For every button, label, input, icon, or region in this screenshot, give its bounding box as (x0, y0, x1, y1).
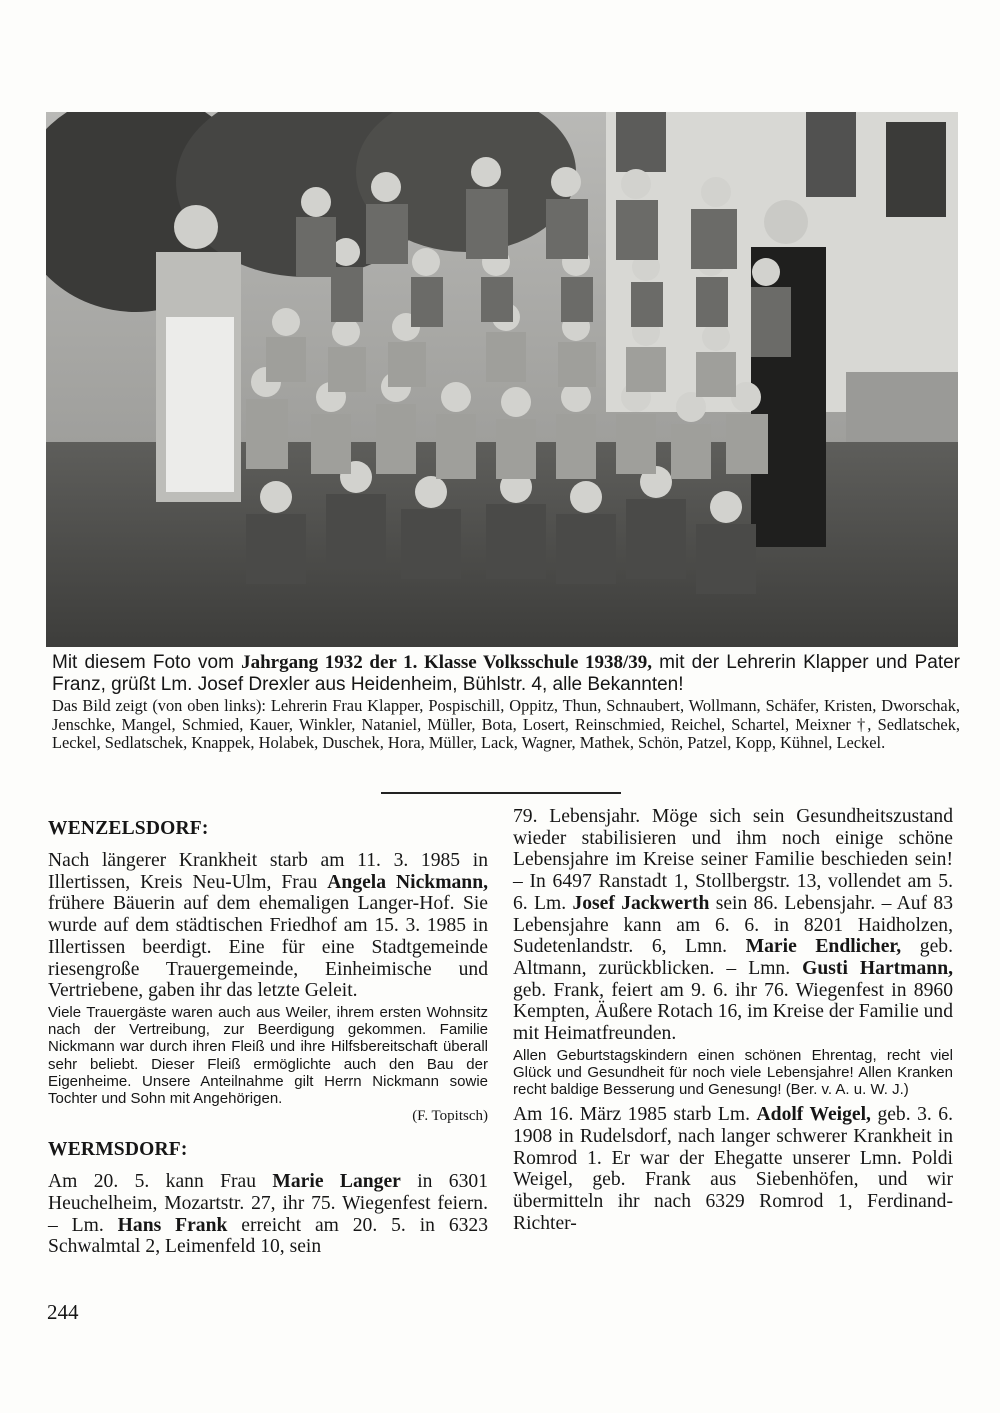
section-divider (381, 792, 621, 794)
wermsdorf-name-bold-2: Hans Frank (117, 1214, 228, 1236)
greetings-paragraph: Allen Geburtstagskindern einen schönen Ehrentag, recht viel Glück und Gesundheit für noch viele Lebensjahre! Allen Kranken recht baldige Besserung und Genesung! (Ber. v. A. u. W. J.) (513, 1046, 953, 1099)
wermsdorf-text-a: Am 20. 5. kann Frau (48, 1171, 273, 1193)
wenzelsdorf-text-a: Nach längerer Krankheit starb am 11. 3. 1985 in Illertissen, Kreis Neu-Ulm, Frau (48, 850, 488, 893)
birthdays-name-bold-2: Marie Endlicher, (745, 936, 902, 958)
wenzelsdorf-paragraph-1 (48, 850, 488, 1002)
caption-lead-text-1: Mit diesem Foto vom (52, 652, 242, 673)
wermsdorf-text-c: erreicht am 20. 5. in 6323 Schwalmtal 2, Leimenfeld 10, sein (48, 1214, 489, 1258)
wenzelsdorf-paragraph-2: Viele Trauergäste waren auch aus Weiler, ihrem ersten Wohnsitz nach der Vertreibung, zur Beerdigung gekommen. Familie Nickmann war durch ihren Fleiß und ihre Hilfsbereitschaft überall sehr beliebt. Dieser Fleiß ermöglichte auch den Bau der Eigenheime. Unsere Anteilnahme gilt Herrn Nickmann sowie Tochter und Sohn mit Angehörigen. (48, 1003, 488, 1107)
birthdays-text-b: sein 86. Lebensjahr. – Auf 83 Lebensjahre kann am 6. 6. in 8201 Haidholzen, Sudetenlandstr. 6, Lmn. (513, 892, 953, 958)
obituary-text-a: Am 16. März 1985 starb Lm. (513, 1104, 757, 1126)
left-column (48, 804, 488, 1258)
wenzelsdorf-text-b: frühere Bäuerin auf dem ehemaligen Langer-Hof. Sie wurde auf dem städtischen Friedhof am 15. 3. 1985 in Illertissen beerdigt. Eine für eine Stadtgemeinde riesengroße Trauergemeinde, Einheimische und Vertriebene, gaben ihr das letzte Geleit. (48, 893, 488, 1002)
caption-lead-bold: Jahrgang 1932 der 1. Klasse Volksschule 1938/39, (241, 652, 653, 673)
wermsdorf-text-b: in 6301 Heuchelheim, Mozartstr. 27, ihr 75. Wiegenfest feiern. – Lm. (48, 1171, 488, 1236)
obituary-text-b: geb. 3. 6. 1908 in Rudelsdorf, nach langer schwerer Krankheit in Romrod 1. Er war der Ehegatte unserer Lmn. Poldi Weigel, geb. Frank aus Siebenhöfen, und wir übermitteln ihr nach 6329 Romrod 1, Ferdinand-Richter- (513, 1104, 953, 1234)
wenzelsdorf-name-bold: Angela Nickmann, (327, 871, 489, 893)
photo-caption (52, 652, 960, 753)
caption-names-list: Das Bild zeigt (von oben links): Lehrerin Frau Klapper, Pospischill, Oppitz, Thun, Schnaubert, Wollmann, Schäfer, Kristen, Dworschak, Jenschke, Mangel, Schmied, Kauer, Winkler, Nataniel, Müller, Bota, Losert, Reinschmied, Reichel, Schartel, Meixner †, Sedlatschek, Leckel, Sedlatschek, Knappek, Holabek, Duschek, Hora, Müller, Lack, Wagner, Mathek, Schön, Patzel, Kopp, Kühnel, Leckel. (52, 696, 960, 753)
page-number: 244 (47, 1300, 79, 1324)
birthdays-text-c: geb. Altmann, zurückblicken. – Lmn. (513, 936, 953, 979)
obituary-paragraph (513, 1104, 953, 1234)
obituary-name-bold: Adolf Weigel, (756, 1104, 871, 1126)
class-photo (46, 112, 958, 647)
wermsdorf-paragraph (48, 1171, 488, 1258)
wermsdorf-name-bold-1: Marie Langer (272, 1171, 401, 1193)
right-column (513, 804, 953, 1235)
caption-lead (52, 652, 960, 696)
author-signature: (F. Topitsch) (412, 1108, 488, 1125)
birthdays-text-a: 79. Lebensjahr. Möge sich sein Gesundheitszustand wieder stabilisieren und ihm noch einige schöne Lebensjahre im Kreise seiner Familie beschieden sein! – In 6497 Ranstadt 1, Stollbergstr. 13, vollendet am 5. 6. Lm. (513, 806, 953, 914)
birthdays-paragraph (513, 806, 953, 1045)
birthdays-name-bold-3: Gusti Hartmann, (802, 957, 953, 979)
section-heading-wermsdorf: WERMSDORF: (48, 1139, 188, 1161)
birthdays-text-d: geb. Frank, feiert am 9. 6. ihr 76. Wiegenfest in 8960 Kempten, Äußere Rotach 16, im Kreise der Familie und mit Heimatfreunden. (513, 979, 953, 1045)
class-photo-illustration (46, 112, 958, 647)
caption-lead-text-2: mit der Lehrerin Klapper und Pater Franz, grüßt Lm. Josef Drexler aus Heidenheim, Bühlstr. 4, alle Bekannten! (52, 652, 960, 695)
birthdays-name-bold-1: Josef Jackwerth (572, 892, 710, 914)
section-heading-wenzelsdorf: WENZELSDORF: (48, 818, 209, 839)
